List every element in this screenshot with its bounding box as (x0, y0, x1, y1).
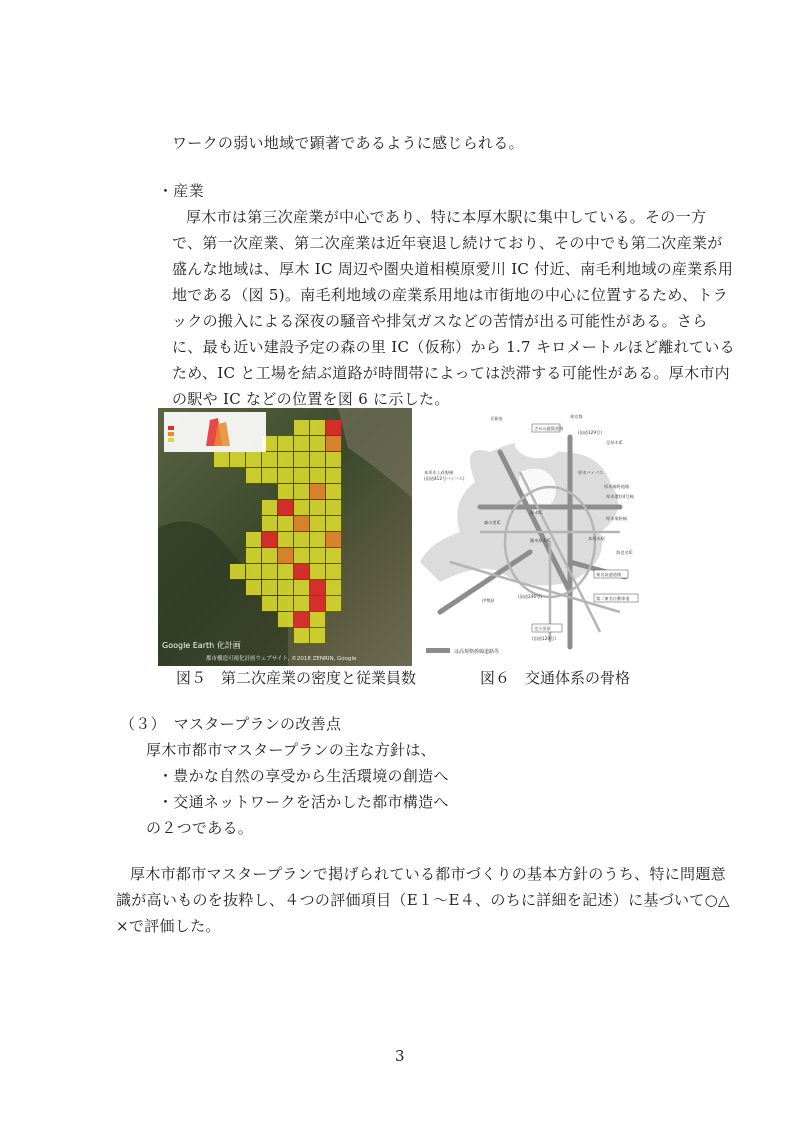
label-atsugi-ic: 厚木IC (530, 510, 543, 515)
label-tomei: 東名高速道路 (596, 572, 622, 577)
section3-bullet-2: ・交通ネットワークを活かした都市構造へ (158, 793, 449, 811)
density-cell (246, 468, 261, 483)
section3-outro: の２つである。 (146, 819, 254, 837)
label-bypass: 厚木バイパス (578, 470, 604, 475)
density-cell (262, 500, 277, 515)
density-cell (278, 436, 293, 451)
paragraph-continuation: ワークの弱い地域で顕著であるように感じられる。 (172, 134, 524, 152)
closing-line-3: ×で評価した。 (116, 917, 221, 935)
industry-line-2: で、第一次産業、第二次産業は近年衰退し続けており、その中でも第二次産業が (172, 234, 723, 252)
label-kenou-ic: 圏央厚木IC (530, 538, 551, 543)
industry-line-4: 地である（図 5)。南毛利地域の産業系用地は市街地の中心に位置するため、トラ (172, 286, 728, 304)
closing-line-1: 厚木市都市マスタープランで掲げられている都市づくりの基本方針のうち、特に問題意 (130, 865, 726, 883)
density-cell (262, 564, 277, 579)
density-cell (310, 420, 325, 435)
label-shinjuku: 至新宿 (490, 416, 503, 421)
industry-line-3: 盛んな地域は、厚木 IC 周辺や圏央道相模原愛川 IC 付近、南毛利地域の産業系用 (172, 260, 734, 278)
density-cell (246, 452, 261, 467)
industry-line-1: 厚木市は第三次産業が中心であり、特に本厚木駅に集中している。その一方 (186, 208, 707, 226)
density-cell (326, 420, 341, 435)
density-cell (262, 580, 277, 595)
density-cell (278, 548, 293, 563)
density-cell (278, 564, 293, 579)
density-cell (310, 596, 325, 611)
figure-5-map (158, 408, 412, 666)
density-cell (294, 628, 309, 643)
label-odawara: 至小田原 (534, 626, 551, 631)
density-cell (246, 548, 261, 563)
density-cell (294, 516, 309, 531)
figure-6-diagram (420, 412, 650, 662)
density-cell (326, 532, 341, 547)
label-kamiogino: 本厚木上荻野線 (424, 470, 454, 475)
density-cell (326, 548, 341, 563)
density-cell (278, 580, 293, 595)
density-cell (278, 452, 293, 467)
density-cell (246, 580, 261, 595)
density-cell (262, 532, 277, 547)
label-route246: (国道246号) (518, 594, 542, 599)
density-cell (310, 484, 325, 499)
industry-line-7: ため、IC と工場を結ぶ道路が時間帯によっては渋滞する可能性がある。厚木市内 (172, 364, 730, 382)
density-cell (246, 532, 261, 547)
density-cell (230, 564, 245, 579)
density-cell (214, 452, 229, 467)
industry-heading: ・産業 (158, 182, 204, 200)
density-cell (310, 612, 325, 627)
label-hadano-road: 厚木秦野道路 (604, 484, 630, 489)
closing-line-2: 識が高いものを抜粋し、４つの評価項目（E１～E４、のちに詳細を記述）に基づいて○△ (116, 891, 730, 909)
label-route129: (国道129号) (578, 430, 602, 435)
transport-diagram-image (420, 412, 650, 662)
map-credit: 都市構造可視化計画ウェブサイト, ©2018 ZENRIN, Google (206, 656, 357, 662)
density-cell (278, 596, 293, 611)
density-cell (326, 484, 341, 499)
section3-bullet-1: ・豊かな自然の享受から生活環境の創造へ (158, 767, 449, 785)
label-isehara: 伊勢原 (482, 598, 495, 603)
density-cell (246, 564, 261, 579)
density-cell (294, 484, 309, 499)
density-cell (294, 596, 309, 611)
density-cell (326, 436, 341, 451)
density-cell (310, 500, 325, 515)
page-number: 3 (395, 1047, 405, 1065)
density-cell (310, 468, 325, 483)
density-cell (294, 548, 309, 563)
density-cell (310, 628, 325, 643)
density-map-image (158, 408, 412, 666)
industry-line-6: に、最も近い建設予定の森の里 IC（仮称）から 1.7 キロメートルほど離れている (172, 338, 735, 356)
label-tokyo: 東京都 (570, 414, 583, 419)
label-shin-tomei: 第二東名自動車道 (596, 596, 630, 601)
density-cell (326, 564, 341, 579)
industry-line-5: ックの搬入による深夜の騒音や排気ガスなどの苦情が出る可能性がある。さら (172, 312, 708, 330)
density-cell (278, 612, 293, 627)
density-cell (326, 468, 341, 483)
density-cell (326, 500, 341, 515)
density-cell (278, 468, 293, 483)
label-route129-south: (国道129号) (532, 636, 556, 641)
density-cell (310, 452, 325, 467)
diagram-legend: は高規格幹線道路等 (454, 649, 500, 655)
density-cell (294, 532, 309, 547)
density-cell (294, 612, 309, 627)
density-cell (262, 516, 277, 531)
density-cell (326, 580, 341, 595)
density-cell (294, 436, 309, 451)
density-cell (278, 516, 293, 531)
label-ebina-ic: 海老名IC (616, 550, 633, 555)
figure-6-caption: 図６ 交通体系の骨格 (480, 669, 631, 687)
density-cell (294, 580, 309, 595)
density-cell (230, 452, 245, 467)
label-kanjo4: 厚木環状4号線 (606, 494, 634, 499)
density-cell (262, 548, 277, 563)
density-cell (262, 596, 277, 611)
density-cell (326, 452, 341, 467)
label-route412: (国道412号バイパス) (424, 476, 465, 481)
density-cell (262, 452, 277, 467)
industry-line-8: の駅や IC などの位置を図 6 に示した。 (172, 390, 450, 408)
density-cell (310, 564, 325, 579)
density-cell (294, 468, 309, 483)
section3-heading: （３） マスタープランの改善点 (120, 715, 342, 733)
density-cell (294, 420, 309, 435)
section3-intro: 厚木市都市マスタープランの主な方針は、 (146, 741, 436, 759)
label-atsugi-ic-to: 至厚木IC (606, 440, 623, 445)
label-sagami: さがみ縦貫道路 (534, 426, 564, 431)
density-cell (278, 484, 293, 499)
density-cell (294, 452, 309, 467)
density-cell (310, 548, 325, 563)
map-watermark: Google Earth 化計画 (162, 641, 241, 650)
density-cell (294, 500, 309, 515)
density-cell (310, 516, 325, 531)
density-cell (278, 500, 293, 515)
density-cell (294, 564, 309, 579)
label-honatsugi: 本厚木駅 (588, 536, 605, 541)
density-cell (326, 596, 341, 611)
label-hadano-line: 厚木秦野線 (606, 516, 627, 521)
density-cell (310, 436, 325, 451)
density-cell (310, 532, 325, 547)
density-cell (278, 532, 293, 547)
density-cell (326, 516, 341, 531)
label-morinosato: 森の里IC (484, 520, 501, 525)
density-cell (310, 580, 325, 595)
density-cell (262, 468, 277, 483)
figure-5-caption: 図５ 第二次産業の密度と従業員数 (176, 669, 417, 687)
